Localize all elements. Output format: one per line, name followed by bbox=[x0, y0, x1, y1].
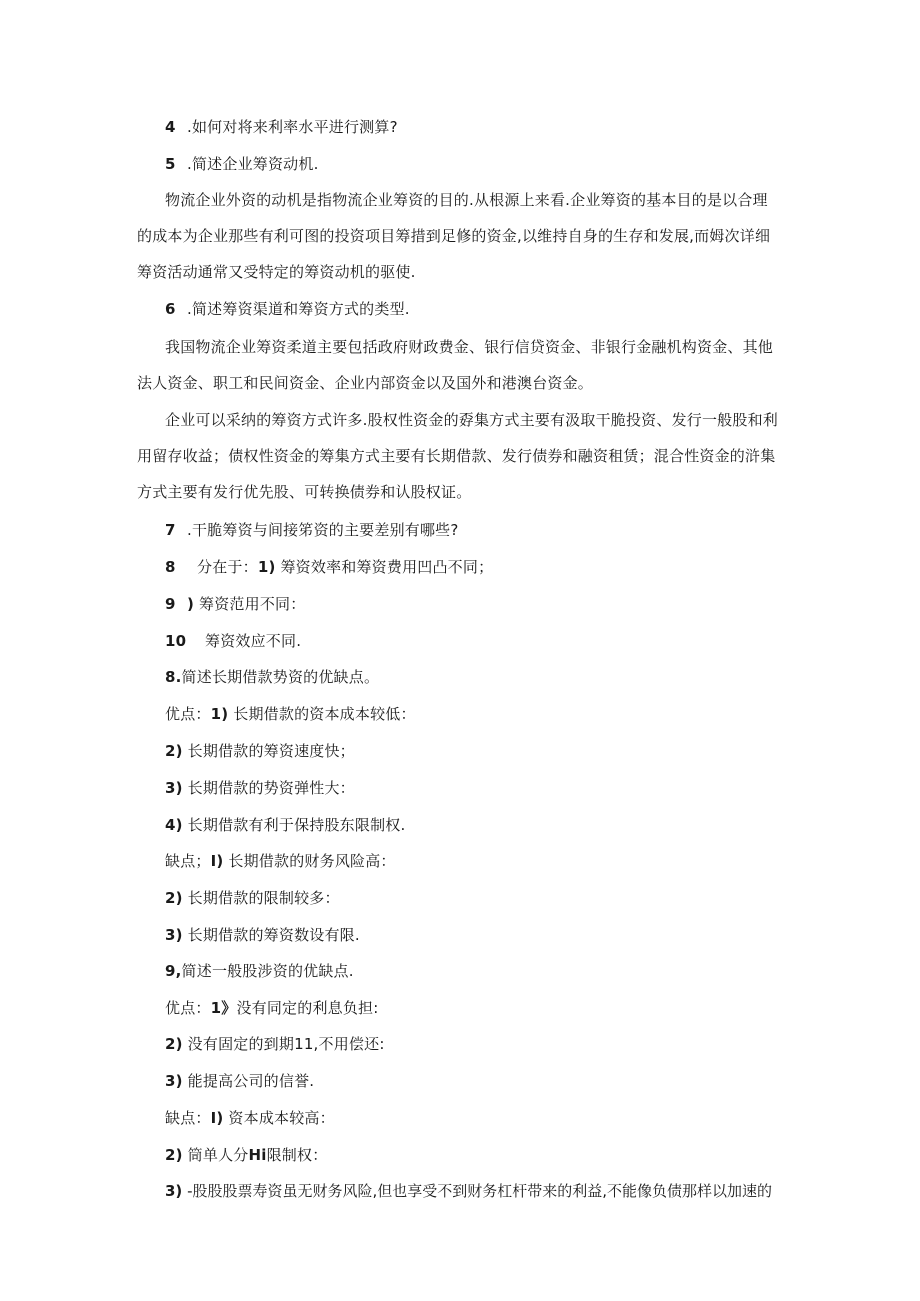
question-6 bbox=[165, 299, 410, 319]
item-number: 6 bbox=[165, 300, 176, 318]
list-item-10 bbox=[165, 631, 301, 651]
q9-disadvantage-3 bbox=[165, 1181, 772, 1201]
question-text: .干脆筹资与间接笫资的主要差别有哪些? bbox=[187, 521, 459, 539]
item-marker: 3) bbox=[165, 1072, 183, 1090]
item-marker: 2) bbox=[165, 742, 183, 760]
item-marker: 1) bbox=[257, 558, 276, 576]
question-5 bbox=[165, 154, 319, 174]
answer-6b-line-2: 用留存收益；债权性资金的筹集方式主要有长期借款、发行债券和融资租赁；混合性资金的浒集 bbox=[137, 447, 776, 465]
q8-disadvantages bbox=[165, 851, 396, 871]
question-text: .如何对将来利率水平进行测算? bbox=[187, 118, 398, 136]
item-text: 长期借款有利于保持股东限制权. bbox=[187, 816, 406, 834]
disadvantages-label: 缺点； bbox=[165, 852, 211, 870]
item-text-post: 限制权： bbox=[266, 1146, 328, 1164]
item-text: 长期借款的筹资速度快； bbox=[187, 742, 355, 760]
item-number: 8. bbox=[165, 668, 182, 686]
item-marker: 3) bbox=[165, 926, 183, 944]
q8-disadvantage-3 bbox=[165, 925, 360, 945]
advantages-label: 优点： bbox=[165, 999, 211, 1017]
question-8 bbox=[165, 667, 379, 687]
item-number: 4 bbox=[165, 118, 176, 136]
q8-advantage-2 bbox=[165, 741, 355, 761]
item-text: 长期借款的筹资数设有限. bbox=[187, 926, 360, 944]
list-item-8 bbox=[165, 557, 493, 577]
item-marker: 3) bbox=[165, 1182, 183, 1200]
answer-6a-line-2: 法人资金、职工和民间资金、企业内部资金以及国外和港澳台资金。 bbox=[137, 374, 594, 392]
item-text: 长期借款的资本成本较低： bbox=[233, 705, 416, 723]
item-number: 9, bbox=[165, 962, 182, 980]
q9-advantage-3 bbox=[165, 1071, 314, 1091]
q8-advantages bbox=[165, 704, 416, 724]
question-4 bbox=[165, 117, 398, 137]
item-text: 没有同定的利息负担: bbox=[236, 999, 379, 1017]
q8-advantage-4 bbox=[165, 815, 405, 835]
item-marker: 3) bbox=[165, 779, 183, 797]
item-text-pre: 筒单人分 bbox=[187, 1146, 249, 1164]
item-marker: I) bbox=[210, 1109, 224, 1127]
disadvantages-label: 缺点： bbox=[165, 1109, 211, 1127]
item-marker: 2) bbox=[165, 1035, 183, 1053]
item-marker: ) bbox=[187, 595, 195, 613]
item-marker: 2) bbox=[165, 1146, 183, 1164]
answer-5-line-3: 筹资活动通常又受特定的筹资动机的驱使. bbox=[137, 263, 416, 281]
item-marker: 2) bbox=[165, 889, 183, 907]
q9-advantage-2 bbox=[165, 1034, 385, 1054]
q9-advantages bbox=[165, 998, 379, 1018]
item-number: 5 bbox=[165, 155, 176, 173]
item-marker: I) bbox=[210, 852, 224, 870]
q9-disadvantages bbox=[165, 1108, 335, 1128]
answer-5-line-1: 物流企业外资的动机是指物流企业筹资的目的.从根源上来看.企业筹资的基本目的是以合理 bbox=[165, 191, 768, 209]
answer-6b-line-3: 方式主要有发行优先股、可转换债券和认股权证。 bbox=[137, 483, 472, 501]
item-text: 长期借款的财务风险高： bbox=[228, 852, 396, 870]
question-text: 简述长期借款势资的优缺点。 bbox=[181, 668, 380, 686]
item-number: 10 bbox=[165, 632, 187, 650]
item-text: 没有固定的到期11,不用偿还: bbox=[187, 1035, 385, 1053]
answer-6a-line-1: 我国物流企业筹资柔道主要包括政府财政费金、银行信贷资金、非银行金融机构资金、其他 bbox=[165, 338, 774, 356]
item-text: 资本成本较高： bbox=[228, 1109, 335, 1127]
list-item-9 bbox=[165, 594, 305, 614]
item-marker: 4) bbox=[165, 816, 183, 834]
item-marker: 1) bbox=[210, 705, 229, 723]
item-text-bold: Hi bbox=[248, 1146, 267, 1164]
item-text: 长期借款的势资弹性大： bbox=[187, 779, 355, 797]
item-text: 筹资效应不同. bbox=[205, 632, 302, 650]
item-text: 筹资效率和筹资费用凹凸不同； bbox=[280, 558, 494, 576]
item-number: 7 bbox=[165, 521, 176, 539]
item-number: 9 bbox=[165, 595, 176, 613]
question-9 bbox=[165, 961, 354, 981]
item-marker: 1》 bbox=[210, 999, 237, 1017]
item-text: -股股股票寿资虽无财务风险,但也享受不到财务杠杆带来的利益,不能像负债那样以加速的 bbox=[187, 1182, 773, 1200]
answer-5-line-2: 的成本为企业那些有利可图的投资项目筹措到足修的资金,以维持自身的生存和发展,而姆次详细 bbox=[137, 227, 771, 245]
question-text: .简述企业筹资动机. bbox=[187, 155, 319, 173]
question-7 bbox=[165, 520, 459, 540]
question-text: .简述筹资渠道和筹资方式的类型. bbox=[187, 300, 410, 318]
item-text: 筹资范用不同： bbox=[199, 595, 306, 613]
answer-6b-line-1: 企业可以采纳的筹资方式许多.股权性资金的孬集方式主要有汲取干脆投资、发行一般股和利 bbox=[165, 411, 778, 429]
item-text: 长期借款的限制较多： bbox=[187, 889, 340, 907]
question-text: 简述一般股涉资的优缺点. bbox=[181, 962, 354, 980]
item-text: 能提高公司的信誉. bbox=[187, 1072, 315, 1090]
q8-disadvantage-2 bbox=[165, 888, 340, 908]
item-text-pre: 分在于： bbox=[197, 558, 258, 576]
q9-disadvantage-2 bbox=[165, 1145, 327, 1165]
q8-advantage-3 bbox=[165, 778, 355, 798]
advantages-label: 优点： bbox=[165, 705, 211, 723]
item-number: 8 bbox=[165, 558, 176, 576]
